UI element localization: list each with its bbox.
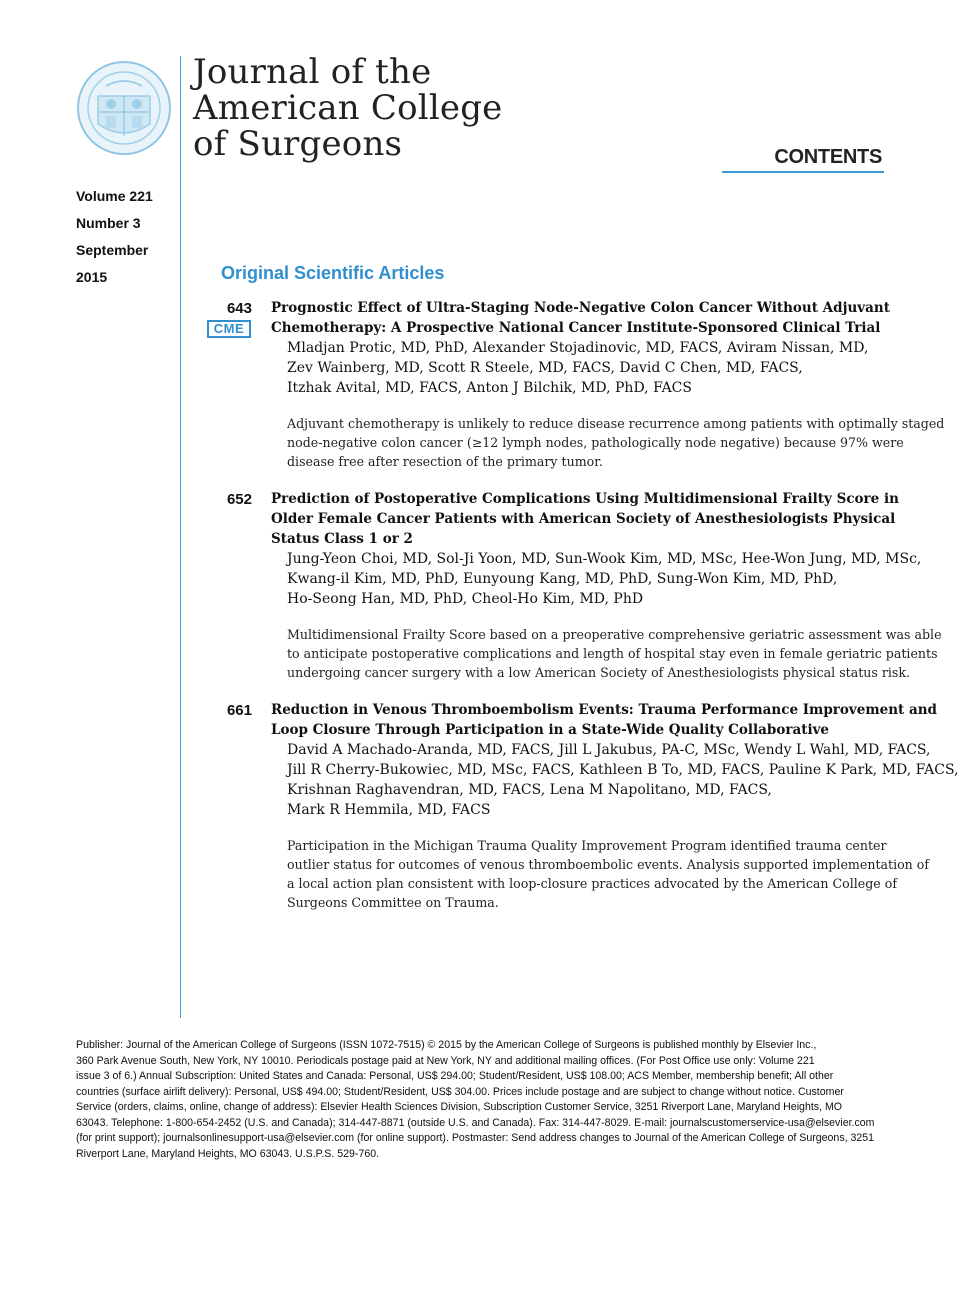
publisher-line: Publisher: Journal of the American College of Surgeons (ISSN 1072-7515) © 2015 by the American College of Surgeons is published monthly by Elsevier Inc., bbox=[76, 1039, 817, 1051]
summary-line: node-negative colon cancer (≥12 lymph nodes, pathologically node negative) because 97% were bbox=[287, 435, 904, 450]
article-title-line: Status Class 1 or 2 bbox=[271, 531, 413, 547]
contents-heading: CONTENTS bbox=[774, 146, 882, 168]
article-authors bbox=[287, 740, 959, 820]
issue-volume: Volume 221 bbox=[76, 188, 153, 204]
summary-line: Multidimensional Frailty Score based on a preoperative comprehensive geriatric assessment was able bbox=[287, 627, 942, 642]
journal-title-line: of Surgeons bbox=[193, 124, 403, 164]
publisher-line: (for print support); journalsonlinesupport-usa@elsevier.com (for online support). Postmaster: Send address changes to Journal of the American College of Surgeons, 3251 bbox=[76, 1132, 875, 1144]
article-title-line: Older Female Cancer Patients with American Society of Anesthesiologists Physical bbox=[271, 511, 896, 527]
article-summary bbox=[287, 414, 944, 471]
author-line: Mark R Hemmila, MD, FACS bbox=[287, 802, 491, 818]
publisher-line: Riverport Lane, Maryland Heights, MO 63043. U.S.P.S. 529-760. bbox=[76, 1147, 380, 1160]
summary-line: Participation in the Michigan Trauma Quality Improvement Program identified trauma center bbox=[287, 838, 887, 853]
article-page-number[interactable]: 652 bbox=[226, 491, 252, 508]
article-title-line: Reduction in Venous Thromboembolism Events: Trauma Performance Improvement and bbox=[271, 702, 937, 718]
summary-line: to anticipate postoperative complications and length of hospital stay even in female geriatric patients bbox=[287, 646, 938, 661]
author-line: Jill R Cherry-Bukowiec, MD, MSc, FACS, Kathleen B To, MD, FACS, Pauline K Park, MD, FACS, bbox=[287, 762, 959, 778]
journal-title-line: Journal of the bbox=[193, 52, 432, 92]
article-authors bbox=[287, 549, 921, 609]
summary-line: Surgeons Committee on Trauma. bbox=[287, 895, 499, 910]
issue-year: 2015 bbox=[76, 269, 108, 285]
article-page-number[interactable]: 661 bbox=[226, 702, 252, 719]
contents-underline bbox=[722, 171, 884, 173]
author-line: Krishnan Raghavendran, MD, FACS, Lena M Napolitano, MD, FACS, bbox=[287, 782, 772, 798]
article-summary bbox=[287, 836, 929, 912]
publisher-line: countries (surface airlift delivery): Personal, US$ 494.00; Student/Resident, US$ 304.00. Prices include postage and are subject to change without notice. Customer bbox=[76, 1085, 844, 1098]
publisher-line: 360 Park Avenue South, New York, NY 10010. Periodicals postage paid at New York, NY and additional mailing offices. (For Post Office use only: Volume 221 bbox=[76, 1054, 815, 1067]
author-line: Zev Wainberg, MD, Scott R Steele, MD, FACS, David C Chen, MD, FACS, bbox=[287, 360, 803, 376]
journal-title bbox=[193, 54, 503, 162]
issue-month: September bbox=[76, 242, 149, 258]
author-line: Ho-Seong Han, MD, PhD, Cheol-Ho Kim, MD, PhD bbox=[287, 591, 644, 607]
summary-line: a local action plan consistent with loop-closure practices advocated by the American College of bbox=[287, 876, 897, 891]
article-title[interactable] bbox=[271, 700, 937, 740]
article-title-line: Loop Closure Through Participation in a State-Wide Quality Collaborative bbox=[271, 722, 830, 738]
summary-line: Adjuvant chemotherapy is unlikely to reduce disease recurrence among patients with optimally staged bbox=[287, 416, 945, 431]
article-page-number[interactable]: 643 bbox=[226, 300, 252, 317]
author-line: Kwang-il Kim, MD, PhD, Eunyoung Kang, MD, PhD, Sung-Won Kim, MD, PhD, bbox=[287, 571, 838, 587]
article-summary bbox=[287, 625, 942, 682]
summary-line: undergoing cancer surgery with a low American Society of Anesthesiologists physical status risk. bbox=[287, 665, 911, 680]
author-line: Mladjan Protic, MD, PhD, Alexander Stojadinovic, MD, FACS, Aviram Nissan, MD, bbox=[287, 340, 869, 356]
author-line: Itzhak Avital, MD, FACS, Anton J Bilchik, MD, PhD, FACS bbox=[287, 380, 692, 396]
journal-title-line: American College bbox=[193, 88, 503, 128]
article-title-line: Prediction of Postoperative Complications Using Multidimensional Frailty Score in bbox=[271, 491, 899, 507]
publisher-line: 63043. Telephone: 1-800-654-2452 (U.S. and Canada); 314-447-8871 (outside U.S. and Canada). Fax: 314-447-8029. E-mail: journalscustomerservice-usa@elsevier.com bbox=[76, 1116, 875, 1129]
vertical-rule bbox=[180, 56, 181, 1018]
section-title: Original Scientific Articles bbox=[221, 263, 445, 283]
issue-number: Number 3 bbox=[76, 215, 141, 231]
cme-badge: CME bbox=[207, 320, 251, 338]
summary-line: disease free after resection of the primary tumor. bbox=[287, 454, 603, 469]
publisher-line: Service (orders, claims, online, change of address): Elsevier Health Sciences Division, Subscription Customer Service, 3251 Riverport Lane, Maryland Heights, MO bbox=[76, 1101, 843, 1113]
article-authors bbox=[287, 338, 868, 398]
article-title[interactable] bbox=[271, 489, 899, 549]
publisher-info bbox=[76, 1038, 886, 1162]
article-title-line: Prognostic Effect of Ultra-Staging Node-Negative Colon Cancer Without Adjuvant bbox=[271, 300, 890, 316]
issue-info bbox=[76, 186, 153, 294]
author-line: Jung-Yeon Choi, MD, Sol-Ji Yoon, MD, Sun-Wook Kim, MD, MSc, Hee-Won Jung, MD, MSc, bbox=[287, 551, 922, 567]
article-title[interactable] bbox=[271, 298, 890, 338]
publisher-line: issue 3 of 6.) Annual Subscription: United States and Canada: Personal, US$ 294.00; Student/Resident, US$ 108.00; ACS Member, membership benefit; All other bbox=[76, 1070, 834, 1082]
article-title-line: Chemotherapy: A Prospective National Cancer Institute-Sponsored Clinical Trial bbox=[271, 320, 881, 336]
author-line: David A Machado-Aranda, MD, FACS, Jill L Jakubus, PA-C, MSc, Wendy L Wahl, MD, FACS, bbox=[287, 742, 931, 758]
college-seal-icon bbox=[76, 56, 172, 164]
summary-line: outlier status for outcomes of venous thromboembolic events. Analysis supported implementation of bbox=[287, 857, 930, 872]
